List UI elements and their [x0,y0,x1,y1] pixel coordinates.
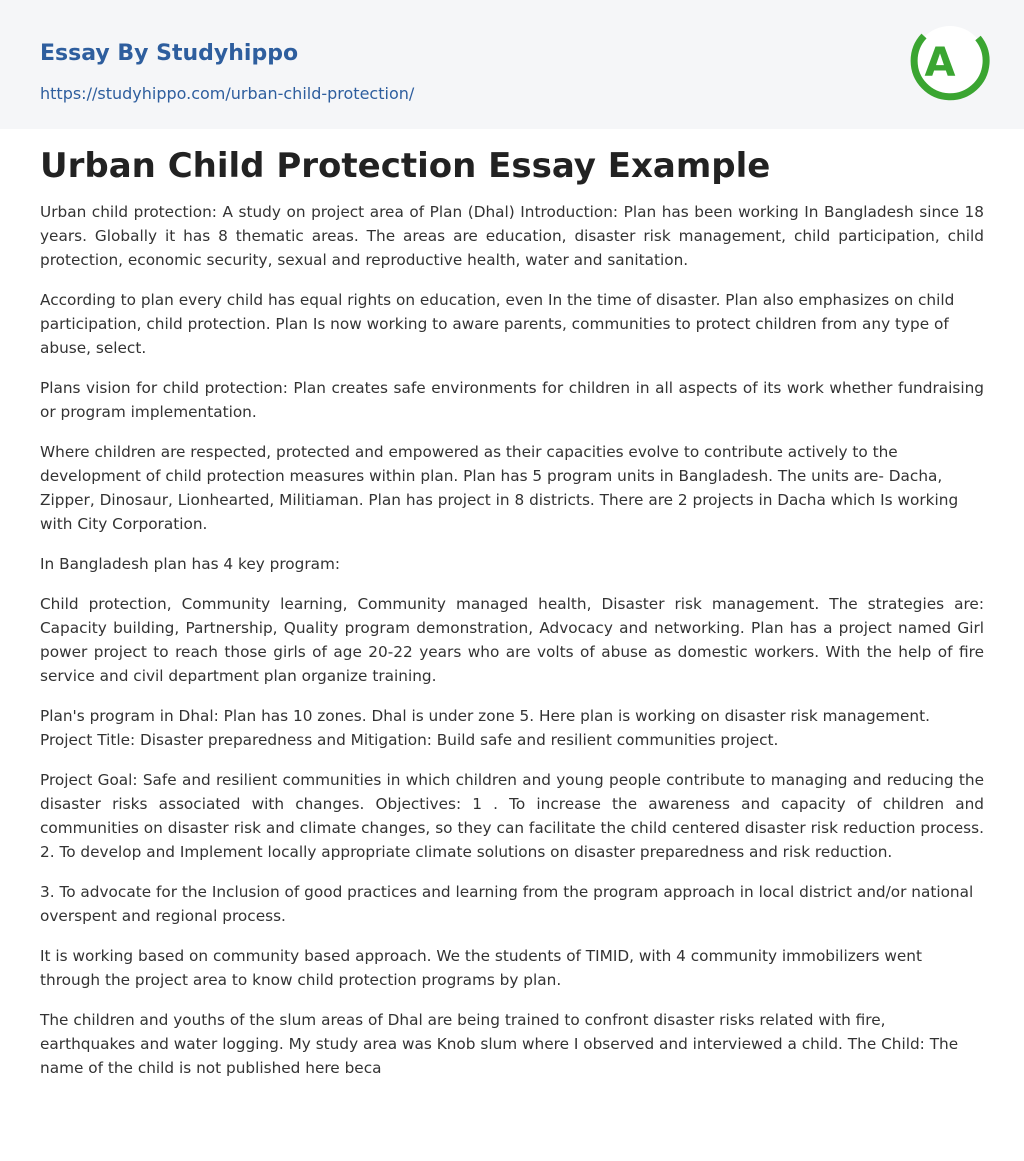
paragraph: 3. To advocate for the Inclusion of good practices and learning from the program approach in local district and/or national overspent and regional process. [40,883,974,925]
paragraph: According to plan every child has equal rights on education, even In the time of disaster. Plan also emphasizes on child participation, child protection. Plan Is now working to aware parents, communities to protect children from any type of abuse, select. [40,291,955,357]
paragraph: Plan's program in Dhal: Plan has 10 zones. Dhal is under zone 5. Here plan is working on disaster risk management. Project Title: Disaster preparedness and Mitigation: Build safe and resilient communities project. [40,707,930,749]
article-url-link[interactable]: https://studyhippo.com/urban-child-protection/ [40,84,415,103]
logo-ring-icon [910,18,990,108]
paragraph: Urban child protection: A study on project area of Plan (Dhal) Introduction: Plan has been working In Bangladesh since 18 years. Globally it has 8 thematic areas. The areas are education, disaster risk management, child participation, child protection, economic security, sexual and reproductive health, water and sanitation. [40,203,984,269]
paragraph: Project Goal: Safe and resilient communities in which children and young people contribute to managing and reducing the disaster risks associated with changes. Objectives: 1 . To increase the awareness and capacity of children and communities on disaster risk and climate changes, so they can facilitate the child centered disaster risk reduction process. 2. To develop and Implement locally appropriate climate solutions on disaster preparedness and risk reduction. [40,771,984,861]
paragraph: The children and youths of the slum areas of Dhal are being trained to confront disaster risks related with fire, earthquakes and water logging. My study area was Knob slum where I observed and interviewed a child. The Child: The name of the child is not published here beca [40,1011,959,1077]
studyhippo-logo[interactable] [910,18,990,108]
page-title: Urban Child Protection Essay Example [40,146,771,186]
paragraph: It is working based on community based approach. We the students of TIMID, with 4 community immobilizers went through the project area to know child protection programs by plan. [40,947,922,989]
logo-letter: A [924,40,956,86]
paragraph: Plans vision for child protection: Plan creates safe environments for children in all aspects of its work whether fundraising or program implementation. [40,379,984,421]
paragraph: In Bangladesh plan has 4 key program: [40,555,341,573]
paragraph: Child protection, Community learning, Community managed health, Disaster risk management. The strategies are: Capacity building, Partnership, Quality program demonstration, Advocacy and networking. Plan has a project named Girl power project to reach those girls of age 20-22 years who are volts of abuse as domestic workers. With the help of fire service and civil department plan organize training. [40,595,984,685]
site-brand[interactable]: Essay By Studyhippo [40,41,299,66]
article-body [40,200,984,1096]
paragraph: Where children are respected, protected and empowered as their capacities evolve to contribute actively to the development of child protection measures within plan. Plan has 5 program units in Bangladesh. The units are- Dacha, Zipper, Dinosaur, Lionhearted, Militiaman. Plan has project in 8 districts. There are 2 projects in Dacha which Is working with City Corporation. [40,443,959,533]
site-header [0,0,1024,129]
